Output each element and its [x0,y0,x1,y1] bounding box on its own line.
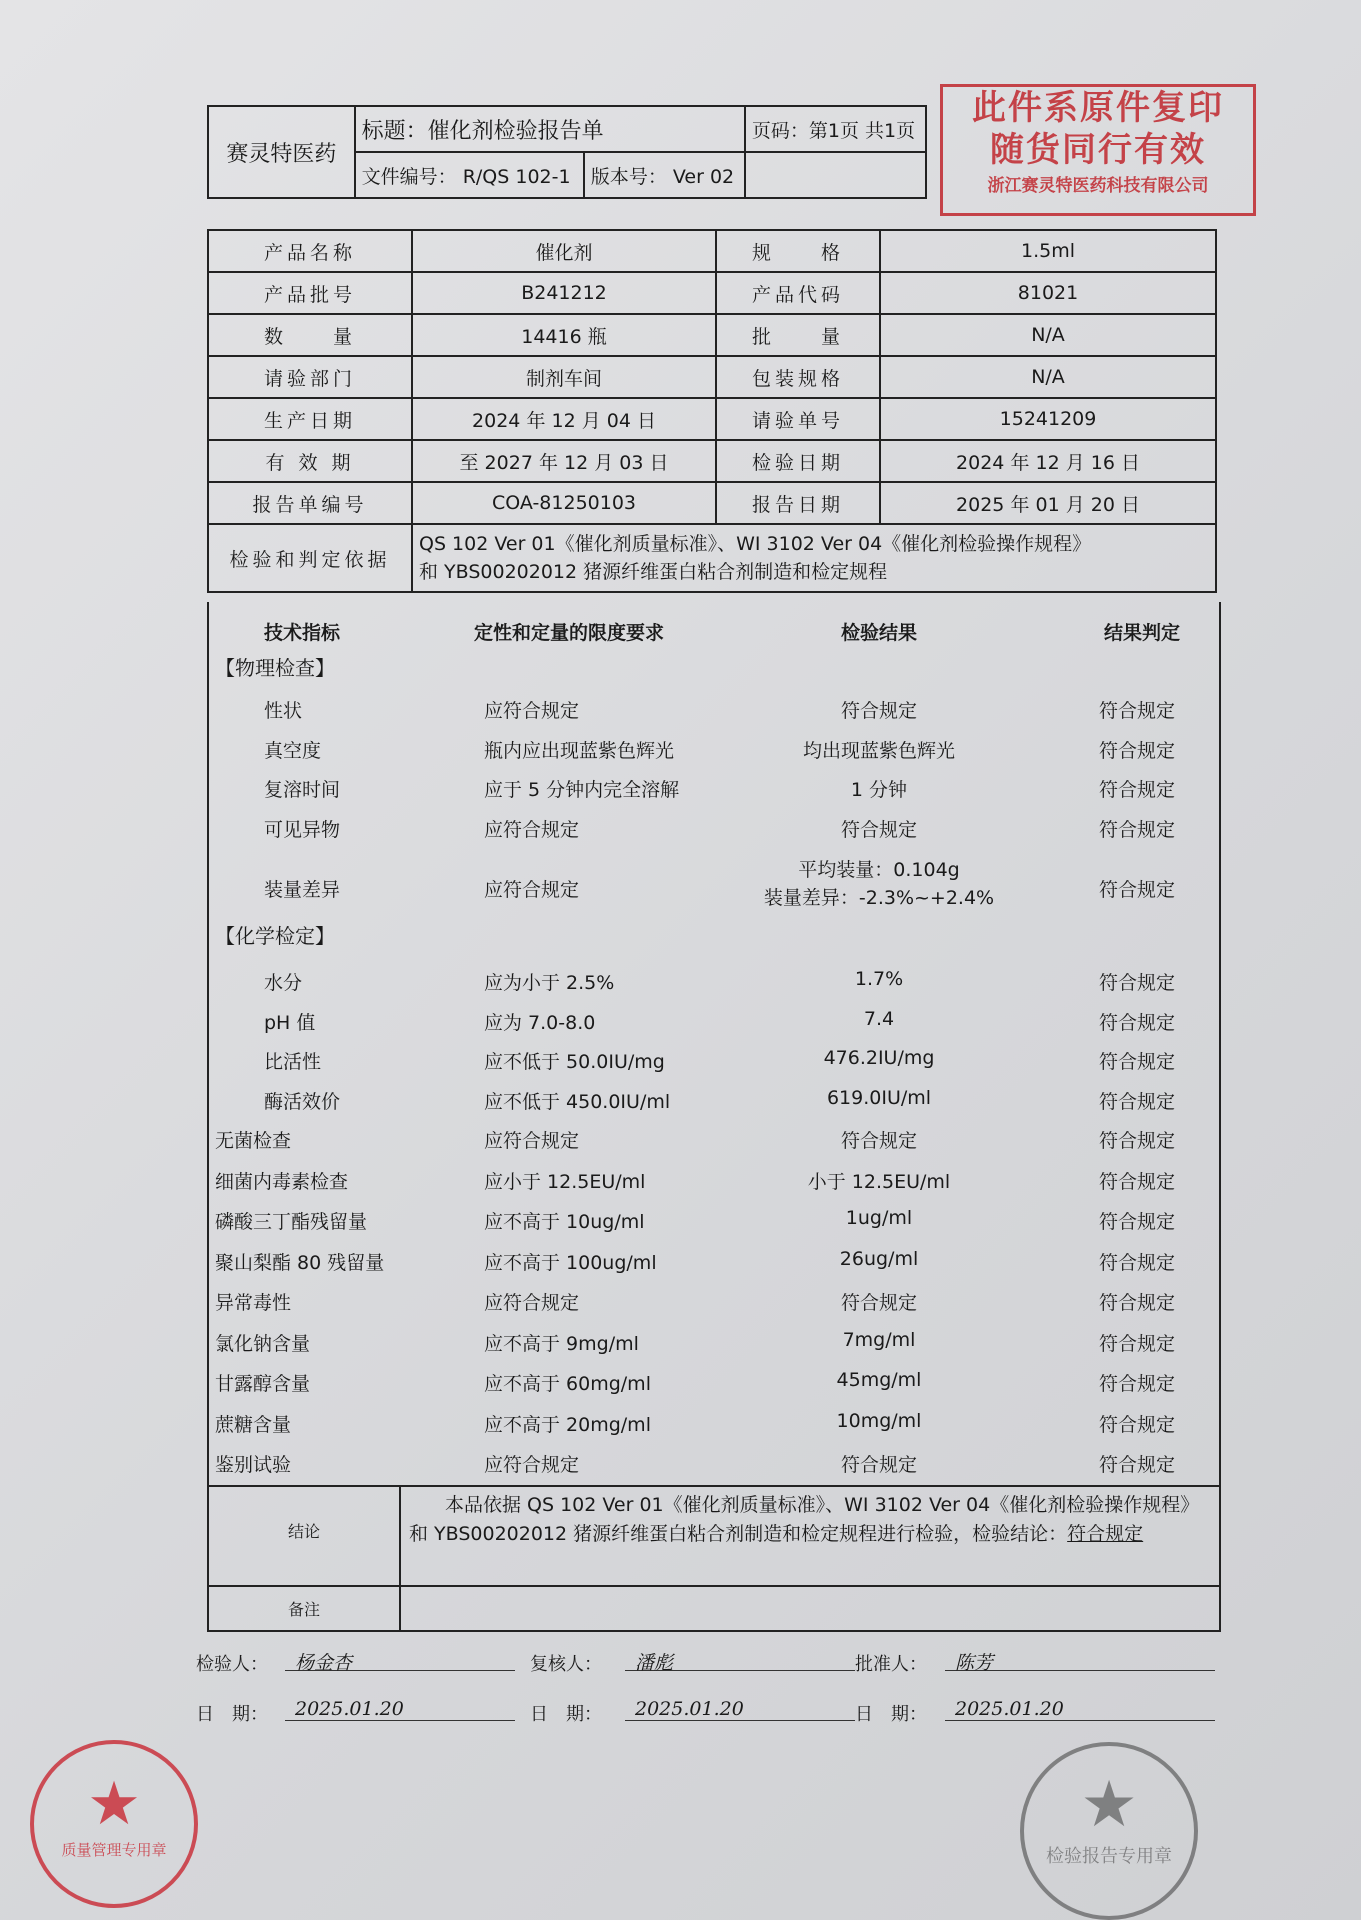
test-results [207,602,1221,1487]
test-row [209,1402,1219,1440]
info-label: 请验单号 [716,398,880,440]
test-name: 无菌检查 [215,1130,292,1152]
section-chemical: 【化学检定】 [215,924,335,948]
info-row [208,272,1216,314]
test-req: 应小于 12.5EU/ml [484,1170,646,1193]
stamp-text: 随货同行有效 [990,130,1206,170]
copy-valid-stamp [940,84,1256,216]
test-result: 476.2IU/mg [823,1047,935,1069]
inspection-seal: ★ 检验报告专用章 [1020,1742,1198,1920]
test-req: 应不高于 100ug/ml [484,1251,657,1274]
test-result: 619.0IU/ml [826,1086,932,1109]
test-result: 符合规定 [840,1292,917,1314]
test-verdict: 符合规定 [1099,779,1176,801]
test-name: 水分 [264,972,303,994]
basis-line2: 和 YBS00202012 猪源纤维蛋白粘合剂制造和检定规程 [419,561,888,583]
page-number-blank [745,152,926,198]
test-verdict: 符合规定 [1099,1211,1176,1233]
test-result: 1ug/ml [845,1207,913,1229]
version: 版本号： Ver 02 [584,152,745,198]
test-result: 均出现蓝紫色辉光 [802,739,955,762]
info-row [208,230,1216,272]
test-verdict: 符合规定 [1099,1454,1176,1476]
test-result: 26ug/ml [839,1247,919,1270]
test-row [209,855,1219,915]
test-req: 应不高于 60mg/ml [484,1373,651,1395]
doc-title: 标题：催化剂检验报告单 [355,106,745,152]
inspector-date: 2025.01.20 [285,1698,515,1721]
test-row [209,1240,1219,1278]
test-verdict: 符合规定 [1099,1051,1176,1073]
info-label: 产品代码 [716,272,880,314]
info-label: 报告单编号 [208,482,412,524]
test-row [209,1280,1219,1318]
seal-text: 质量管理专用章 [61,1841,167,1859]
info-value: 催化剂 [412,230,716,272]
test-row [209,960,1219,998]
test-result: 符合规定 [840,1130,917,1152]
test-name: 异常毒性 [215,1292,292,1314]
test-req: 瓶内应出现蓝紫色辉光 [484,739,675,762]
test-row [209,1039,1219,1077]
test-result: 小于 12.5EU/ml [807,1170,951,1193]
stamp-text: 此件系原件复印 [972,88,1224,128]
info-label: 包装规格 [716,356,880,398]
test-row [209,1079,1219,1117]
test-name: 细菌内毒素检查 [215,1170,349,1193]
test-row [209,1199,1219,1237]
test-verdict: 符合规定 [1099,1373,1176,1395]
test-result: 1 分钟 [850,779,908,801]
test-result: 装量差异：-2.3%~+2.4% [763,887,995,909]
info-row [208,482,1216,524]
col-verdict: 结果判定 [1104,622,1181,644]
test-name: 蔗糖含量 [215,1413,292,1436]
test-requirement: 应符合规定 [484,879,580,901]
test-req: 应于 5 分钟内完全溶解 [484,779,680,801]
info-label: 有 效 期 [208,440,412,482]
test-row [209,688,1219,726]
test-row [209,767,1219,805]
test-req: 应为小于 2.5% [484,972,615,994]
conclusion-section [207,1485,1221,1632]
test-verdict: 符合规定 [1099,739,1176,762]
test-row [209,1000,1219,1038]
test-result: 10mg/ml [836,1409,922,1432]
info-label: 数 量 [208,314,412,356]
info-value: 2024 年 12 月 04 日 [412,398,716,440]
col-requirement: 定性和定量的限度要求 [474,622,665,644]
approver-date: 2025.01.20 [945,1698,1215,1721]
test-row [209,1442,1219,1480]
test-verdict: 符合规定 [1099,1413,1176,1436]
info-label: 生产日期 [208,398,412,440]
conclusion-body: 本品依据 QS 102 Ver 01《催化剂质量标准》、WI 3102 Ver 04《催化剂检验操作规程》和 YBS00202012 猪源纤维蛋白粘合剂制造和检定规程进行检验，检验结论： [409,1494,1200,1545]
reviewer-label: 复核人： [530,1654,602,1675]
test-name: 甘露醇含量 [215,1373,311,1395]
info-row [208,398,1216,440]
info-value: N/A [880,314,1216,356]
page-number: 页码：第1页 共1页 [745,106,926,152]
info-label: 请验部门 [208,356,412,398]
test-name: 可见异物 [264,818,341,841]
company-name: 赛灵特医药 [208,106,355,198]
test-name: 比活性 [264,1051,322,1073]
test-verdict: 符合规定 [1099,700,1176,722]
test-req: 应不低于 50.0IU/mg [484,1051,665,1073]
date-label: 日 期： [855,1704,927,1725]
info-row [208,314,1216,356]
test-name: 鉴别试验 [215,1454,292,1476]
test-name: 磷酸三丁酯残留量 [215,1211,368,1233]
col-result: 检验结果 [840,622,917,644]
test-verdict: 符合规定 [1099,1011,1176,1034]
test-req: 应不高于 20mg/ml [484,1413,651,1436]
info-value: 2024 年 12 月 16 日 [880,440,1216,482]
info-value: 1.5ml [880,230,1216,272]
test-name: 性状 [264,700,303,722]
inspector-label: 检验人： [196,1654,268,1675]
info-label: 批 量 [716,314,880,356]
test-req: 应不低于 450.0IU/ml [484,1090,671,1113]
header-table [207,105,927,199]
test-verdict: 符合规定 [1099,1292,1176,1314]
test-req: 应符合规定 [484,818,580,841]
test-row [209,1118,1219,1156]
info-row [208,440,1216,482]
info-value: 81021 [880,272,1216,314]
info-label: 规 格 [716,230,880,272]
conclusion-result: 符合规定 [1067,1523,1144,1545]
test-name: 装量差异 [264,879,341,901]
info-value: 至 2027 年 12 月 03 日 [412,440,716,482]
test-req: 应为 7.0-8.0 [484,1011,596,1034]
remarks-label: 备注 [287,1600,320,1619]
test-result: 平均装量：0.104g [798,859,960,881]
test-name: 氯化钠含量 [215,1332,311,1355]
inspector-signature: 杨金杏 [285,1648,515,1671]
info-row [208,356,1216,398]
info-value: B241212 [412,272,716,314]
test-result: 符合规定 [840,818,917,841]
conclusion-text [409,1491,1209,1549]
test-verdict: 符合规定 [1099,1332,1176,1355]
test-req: 应符合规定 [484,1454,580,1476]
test-req: 应符合规定 [484,700,580,722]
doc-number: 文件编号： R/QS 102-1 [355,152,584,198]
stamp-text: 浙江赛灵特医药科技有限公司 [987,176,1209,196]
test-row [209,1361,1219,1399]
test-row [209,1321,1219,1359]
test-req: 应符合规定 [484,1130,580,1152]
date-label: 日 期： [196,1704,268,1725]
test-name: 复溶时间 [264,779,341,801]
test-row [209,807,1219,845]
test-result: 符合规定 [840,1454,917,1476]
test-name: 酶活效价 [264,1090,341,1113]
test-result: 7mg/ml [842,1328,916,1351]
approver-label: 批准人： [855,1654,927,1675]
info-value: COA-81250103 [412,482,716,524]
info-value: 15241209 [880,398,1216,440]
info-value: N/A [880,356,1216,398]
info-label: 产品名称 [208,230,412,272]
info-label: 检验日期 [716,440,880,482]
info-label: 报告日期 [716,482,880,524]
reviewer-signature: 潘彪 [625,1648,855,1671]
test-verdict: 符合规定 [1099,1090,1176,1113]
basis-line1: QS 102 Ver 01《催化剂质量标准》、WI 3102 Ver 04《催化剂检验操作规程》 [419,533,1092,555]
test-verdict: 符合规定 [1099,1251,1176,1274]
test-verdict: 符合规定 [1099,972,1176,994]
test-name: pH 值 [264,1011,316,1034]
info-value: 2025 年 01 月 20 日 [880,482,1216,524]
conclusion-label: 结论 [287,1522,320,1541]
test-verdict: 符合规定 [1099,818,1176,841]
basis-label: 检验和判定依据 [208,524,412,592]
info-label: 产品批号 [208,272,412,314]
info-value: 14416 瓶 [412,314,716,356]
test-result: 7.4 [863,1007,895,1030]
section-physical: 【物理检查】 [215,656,335,680]
test-result: 45mg/ml [836,1369,922,1391]
test-verdict: 符合规定 [1099,1130,1176,1152]
test-result: 符合规定 [840,700,917,722]
product-info-table [207,229,1217,593]
date-label: 日 期： [530,1704,602,1725]
info-value: 制剂车间 [412,356,716,398]
test-req: 应不高于 9mg/ml [484,1332,639,1355]
test-name: 聚山梨酯 80 残留量 [215,1251,385,1274]
test-name: 真空度 [264,739,322,762]
test-row [209,728,1219,766]
test-verdict: 符合规定 [1099,879,1176,901]
test-result: 1.7% [854,968,904,990]
test-req: 应不高于 10ug/ml [484,1211,645,1233]
approver-signature: 陈芳 [945,1648,1215,1671]
test-verdict: 符合规定 [1099,1170,1176,1193]
seal-text: 检验报告专用章 [1046,1846,1172,1867]
col-spec: 技术指标 [264,622,341,644]
quality-seal: ★ 质量管理专用章 [30,1740,198,1908]
test-row [209,1159,1219,1197]
tests-header [209,610,1219,648]
reviewer-date: 2025.01.20 [625,1698,855,1721]
test-req: 应符合规定 [484,1292,580,1314]
